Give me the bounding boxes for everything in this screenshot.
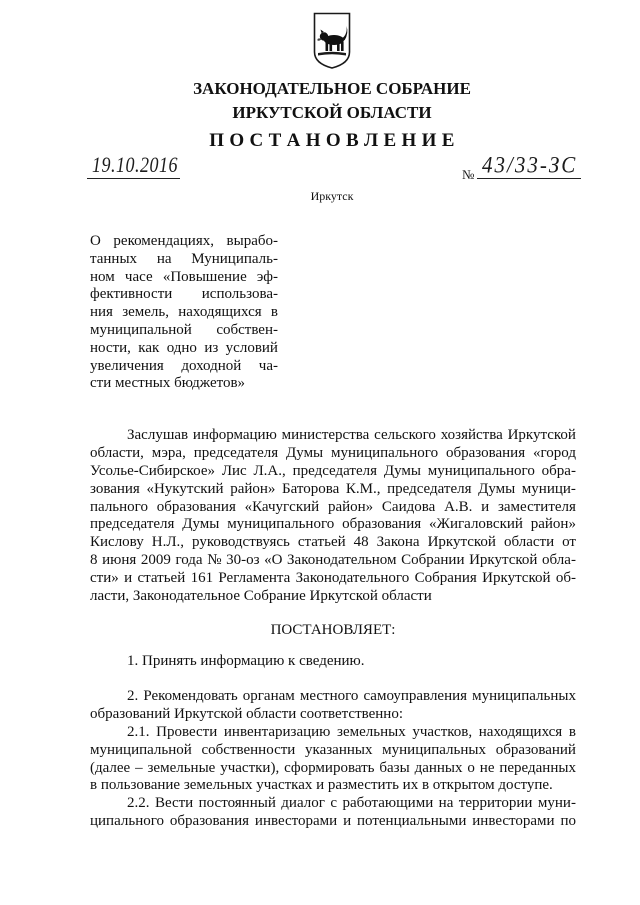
word: 30-оз (226, 552, 260, 569)
item-2 (90, 688, 576, 831)
item-1 (90, 653, 576, 671)
resolves-heading: ПОСТАНОВЛЯЕТ: (270, 622, 396, 638)
word: Провести (156, 723, 218, 740)
word: с (330, 795, 337, 812)
word: муниципальных (382, 741, 486, 758)
preamble-paragraph (90, 427, 576, 606)
word: Н.Л., (151, 534, 185, 551)
item-1-line: 1. Принять информацию к сведению. (127, 653, 365, 669)
word: Законодательном (287, 552, 397, 569)
word: Муниципаль- (191, 250, 278, 267)
word: хозяйства (440, 427, 503, 443)
word: 8 (90, 552, 98, 569)
word: находящихся (178, 304, 262, 321)
word: мэра, (151, 444, 186, 461)
preamble-line (90, 552, 576, 570)
issuer-title-line1: ЗАКОНОДАТЕЛЬНОЕ СОБРАНИЕ (193, 79, 471, 98)
word: муници- (521, 480, 576, 497)
word: образования (156, 498, 236, 515)
item-2-line: образований Иркутской области соответственно: (90, 705, 403, 722)
word: образований (495, 741, 576, 758)
subject-line (90, 251, 278, 269)
word: местного (299, 688, 359, 704)
word: территории (458, 795, 533, 812)
word: области (503, 534, 555, 551)
word: Думы (182, 516, 220, 533)
word: 2.1. (127, 723, 150, 740)
word: «Качугский (244, 498, 320, 515)
word: образования (445, 444, 526, 461)
word: земельные (147, 759, 216, 776)
word: муниципальной (90, 321, 192, 338)
word: органам (242, 688, 295, 704)
word: муниципального (427, 462, 535, 479)
word: Законодательного (295, 570, 410, 587)
word: зования (90, 480, 140, 497)
word: условий (225, 339, 278, 356)
word: Л.А., (253, 462, 286, 479)
document-date: 19.10.2016 (92, 152, 178, 177)
word: К.М., (345, 480, 381, 497)
word: доходной (181, 357, 242, 374)
word: Баторова (282, 480, 340, 497)
word: Регламента (218, 570, 291, 587)
word: «Нукутский (146, 480, 224, 497)
word: танных (90, 250, 138, 267)
word: Иркутской (482, 570, 551, 587)
word: район» (530, 516, 576, 533)
word: обра- (541, 462, 576, 479)
subject-line (90, 358, 278, 376)
word: 2009 (140, 552, 171, 569)
word: и (481, 498, 490, 515)
word: данных (414, 759, 463, 776)
word: Собрании (401, 552, 465, 569)
word: руководствуясь (192, 534, 290, 551)
date-underline (87, 178, 180, 179)
word: не (479, 759, 495, 776)
document-subject (90, 233, 278, 393)
word: председателя (193, 444, 279, 461)
word: О (90, 233, 101, 249)
word: Закона (376, 534, 420, 551)
preamble-line: ласти, Законодательное Собрание Иркутской области (90, 588, 432, 605)
subject-line: сти местных бюджетов» (90, 375, 246, 392)
word: фективности (90, 286, 173, 303)
word: земельных (337, 723, 406, 740)
word: муниципальных (472, 688, 576, 704)
word: Кислову (90, 534, 144, 551)
word: «О (264, 552, 283, 569)
word: участки), (220, 759, 280, 776)
word: земель, (122, 304, 170, 321)
document-type: П О С Т А Н О В Л Е Н И Е (209, 130, 455, 151)
word: ципального (90, 813, 165, 830)
number-underline (477, 178, 581, 179)
word: сформировать (284, 759, 375, 776)
word: Заслушав (127, 427, 189, 443)
word: – (135, 759, 143, 776)
word: статьей (297, 534, 346, 551)
item-2-1-line (90, 742, 576, 760)
word: информацию (192, 427, 277, 443)
word: сти» (90, 570, 119, 587)
word: рекомендациях, (113, 233, 214, 249)
word: базы (379, 759, 410, 776)
word: «Жигаловский (429, 516, 523, 533)
word: председателя (387, 480, 472, 497)
word: находящихся (478, 723, 563, 740)
word: № (207, 552, 222, 569)
word: как (138, 339, 160, 356)
preamble-line (90, 499, 576, 517)
word: области, (90, 444, 144, 461)
word: министерства (281, 427, 370, 443)
item-2-2-line (90, 813, 576, 831)
word: Иркутской (507, 427, 576, 443)
preamble-line (90, 534, 576, 552)
word: район» (327, 498, 374, 515)
coat-of-arms-icon (313, 12, 351, 70)
word: в (270, 304, 278, 321)
word: образования (342, 516, 422, 533)
word: «Повышение (162, 268, 247, 285)
word: Иркутской (469, 552, 538, 569)
word: 48 (353, 534, 369, 551)
word: собственности (201, 741, 296, 758)
word: ча- (258, 357, 278, 374)
preamble-line (90, 427, 576, 445)
word: Рекомендовать (143, 688, 238, 704)
coat-of-arms-shield (313, 12, 351, 70)
word: от (562, 534, 576, 551)
item-2-1-line: в пользование земельных участках и разместить их в открытом доступе. (90, 777, 553, 794)
word: вырабо- (226, 233, 278, 249)
item-2-1-line (90, 760, 576, 778)
word: А.В. (444, 498, 473, 515)
word: сельского (374, 427, 436, 443)
item-2-1-line (90, 724, 576, 742)
word: одно (166, 339, 197, 356)
preamble-line (90, 463, 576, 481)
word: указанных (305, 741, 373, 758)
word: заместителя (497, 498, 576, 515)
item-2-line (90, 688, 576, 706)
word: муниципального (227, 516, 335, 533)
word: «город (533, 444, 576, 461)
word: статьей (137, 570, 186, 587)
word: 161 (190, 570, 214, 587)
word: 2.2. (127, 795, 150, 812)
word: и (124, 570, 133, 587)
word: года (175, 552, 203, 569)
word: переданных (499, 759, 576, 776)
word: Саидова (381, 498, 436, 515)
word: потенциальными (357, 813, 467, 830)
word: муниципального (331, 444, 439, 461)
word: председателя (90, 516, 175, 533)
word: на (156, 250, 172, 267)
word: муни- (537, 795, 576, 812)
word: и (343, 813, 352, 830)
word: 2. (127, 688, 139, 704)
word: часе (124, 268, 153, 285)
subject-line (90, 286, 278, 304)
word: об- (555, 570, 576, 587)
word: диалог (281, 795, 325, 812)
word: участков, (412, 723, 473, 740)
word: Усолье-Сибирское» (90, 462, 215, 479)
preamble-line (90, 516, 576, 534)
word: Думы (478, 480, 516, 497)
word: ном (90, 268, 115, 285)
word: работающими (342, 795, 434, 812)
preamble-line (90, 445, 576, 463)
preamble-line (90, 570, 576, 588)
document-number: 43/33-ЗС (482, 151, 578, 179)
word: инвесторами (472, 813, 555, 830)
word: из (204, 339, 219, 356)
word: собствен- (216, 321, 278, 338)
word: район» (230, 480, 276, 497)
word: (далее (90, 759, 131, 776)
word: образования (169, 813, 250, 830)
word: Собрания (414, 570, 477, 587)
word: в (568, 723, 576, 740)
word: июня (102, 552, 137, 569)
subject-line (90, 340, 278, 358)
word: ния (90, 304, 113, 321)
item-2-2-line (90, 795, 576, 813)
word: о (467, 759, 475, 776)
document-city: Иркутск (310, 189, 354, 203)
issuer-title-line2: ИРКУТСКОЙ ОБЛАСТИ (232, 103, 432, 122)
word: обла- (542, 552, 576, 569)
word: Думы (383, 462, 421, 479)
word: увеличения (90, 357, 164, 374)
word: Лис (221, 462, 247, 479)
preamble-line (90, 481, 576, 499)
word: инвесторами (254, 813, 338, 830)
word: ности, (90, 339, 131, 356)
word: эф- (256, 268, 278, 285)
word: муниципальной (90, 741, 192, 758)
word: использова- (201, 286, 278, 303)
word: председателя (292, 462, 378, 479)
subject-line (90, 269, 278, 287)
subject-line (90, 304, 278, 322)
word: инвентаризацию (223, 723, 331, 740)
number-sign: № (462, 167, 475, 182)
word: на (438, 795, 454, 812)
word: постоянный (198, 795, 276, 812)
subject-line (90, 233, 278, 251)
subject-line (90, 322, 278, 340)
word: пального (90, 498, 148, 515)
word: самоуправления (363, 688, 468, 704)
word: Иркутской (427, 534, 496, 551)
word: Думы (286, 444, 324, 461)
word: по (560, 813, 576, 830)
word: Вести (154, 795, 194, 812)
